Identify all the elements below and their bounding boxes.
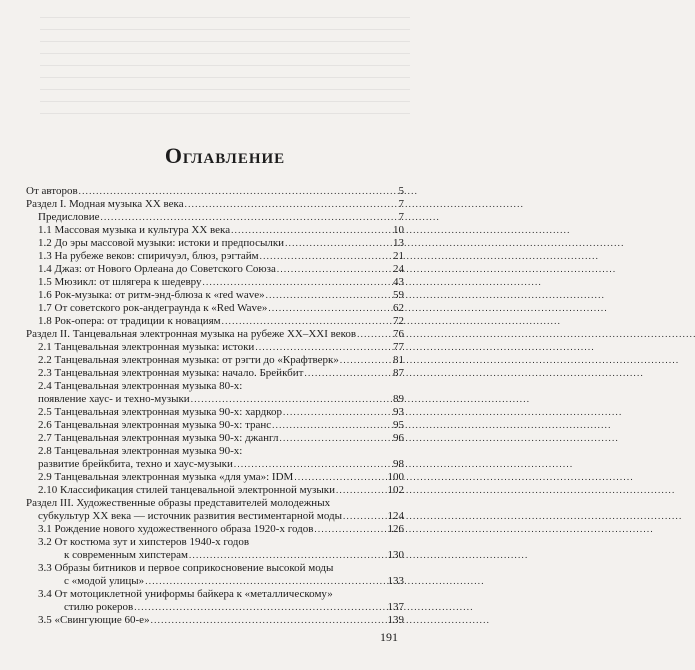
dot-leader xyxy=(134,601,386,614)
toc-entry-text: 1.5 Мюзикл: от шлягера к шедевру xyxy=(38,276,202,288)
toc-entry-text: 3.4 От мотоциклетной униформы байкера к «металлическому» xyxy=(38,588,333,600)
dot-leader xyxy=(203,276,392,289)
toc-entry-text: Раздел II. Танцевальная электронная музыка на рубеже XX–XXI веков xyxy=(26,328,357,340)
toc-entry-page: 81 xyxy=(393,354,404,366)
toc-entry xyxy=(26,458,404,471)
toc-entry-page: 100 xyxy=(387,471,404,483)
toc-entry-page: 43 xyxy=(393,276,404,288)
dot-leader xyxy=(151,614,387,627)
toc-entry-text: 2.2 Танцевальная электронная музыка: от рэгти до «Крафтверк» xyxy=(38,354,339,366)
toc-entry xyxy=(26,549,404,562)
dot-leader xyxy=(283,406,392,419)
toc-entry xyxy=(26,341,404,354)
toc-entry xyxy=(26,419,404,432)
dot-leader xyxy=(336,484,386,497)
toc-entry xyxy=(26,471,404,484)
toc-entry-text: 2.3 Танцевальная электронная музыка: начало. Брейкбит xyxy=(38,367,304,379)
toc-entry-text: к современным хипстерам xyxy=(64,549,188,561)
toc-entry-page: 124 xyxy=(387,510,404,522)
toc-entry xyxy=(26,432,404,445)
toc-entry-page: 133 xyxy=(387,575,404,587)
toc-entry-page: 7 xyxy=(398,211,404,223)
toc-entry-text: появление хаус- и техно-музыки xyxy=(38,393,190,405)
toc-entry-page: 24 xyxy=(393,263,404,275)
dot-leader xyxy=(234,458,392,471)
toc-entry xyxy=(26,354,404,367)
dot-leader xyxy=(277,263,392,276)
toc-entry-page: 89 xyxy=(393,393,404,405)
toc-entry-page: 13 xyxy=(393,237,404,249)
toc-entry-text: 1.4 Джаз: от Нового Орлеана до Советского Союза xyxy=(38,263,276,275)
dot-leader xyxy=(145,575,386,588)
toc-entry xyxy=(26,367,404,380)
toc-entry-text: 1.8 Рок-опера: от традиции к новациям xyxy=(38,315,221,327)
dot-leader xyxy=(314,523,386,536)
toc-entry-text: 2.4 Танцевальная электронная музыка 80-х: xyxy=(38,380,243,392)
toc-entry-page: 126 xyxy=(387,523,404,535)
toc-entry xyxy=(26,601,404,614)
toc-entry-text: 2.6 Танцевальная электронная музыка 90-х: транс xyxy=(38,419,272,431)
toc-entry-text: 1.1 Массовая музыка и культура XX века xyxy=(38,224,231,236)
toc-entry-text: 3.1 Рождение нового художественного образа 1920-х годов xyxy=(38,523,314,535)
toc-entry xyxy=(26,237,404,250)
toc-entry xyxy=(26,302,404,315)
toc-entry-page: 130 xyxy=(387,549,404,561)
toc-entry xyxy=(26,510,404,523)
toc-entry-text: 2.5 Танцевальная электронная музыка 90-х: хардкор xyxy=(38,406,283,418)
page-title: Оглавление xyxy=(164,143,286,168)
toc-entry-page: 98 xyxy=(393,458,404,470)
toc-entry xyxy=(26,393,404,406)
table-of-contents xyxy=(26,185,404,627)
toc-entry-text: 1.2 До эры массовой музыки: истоки и предпосылки xyxy=(38,237,285,249)
dot-leader xyxy=(285,237,392,250)
toc-entry xyxy=(26,289,404,302)
toc-entry-text: с «модой улицы» xyxy=(64,575,145,587)
toc-entry-page: 76 xyxy=(393,328,404,340)
dot-leader xyxy=(101,211,398,224)
toc-entry xyxy=(26,263,404,276)
toc-entry xyxy=(26,328,404,341)
toc-entry xyxy=(26,185,404,198)
toc-entry-page: 7 xyxy=(398,198,404,210)
toc-entry xyxy=(26,562,404,575)
toc-entry xyxy=(26,276,404,289)
toc-entry xyxy=(26,614,404,627)
dot-leader xyxy=(185,198,398,211)
toc-entry-page: 96 xyxy=(393,432,404,444)
toc-entry-page: 62 xyxy=(393,302,404,314)
dot-leader xyxy=(191,393,392,406)
toc-entry-page: 77 xyxy=(393,341,404,353)
dot-leader xyxy=(343,510,386,523)
toc-entry xyxy=(26,484,404,497)
toc-entry xyxy=(26,575,404,588)
toc-entry-page: 139 xyxy=(387,614,404,626)
toc-entry xyxy=(26,198,404,211)
dot-leader xyxy=(189,549,387,562)
dot-leader xyxy=(357,328,392,341)
toc-entry xyxy=(26,497,404,510)
toc-entry-page: 21 xyxy=(393,250,404,262)
toc-entry-text: 1.6 Рок-музыка: от ритм-энд-блюза к «red wave» xyxy=(38,289,265,301)
dot-leader xyxy=(304,367,392,380)
toc-entry xyxy=(26,211,404,224)
toc-entry-page: 137 xyxy=(387,601,404,613)
toc-entry-page: 59 xyxy=(393,289,404,301)
toc-entry-text: 3.2 От костюма зут и хипстеров 1940-х годов xyxy=(38,536,250,548)
toc-entry xyxy=(26,224,404,237)
dot-leader xyxy=(294,471,386,484)
toc-entry-text: развитие брейкбита, техно и хаус-музыки xyxy=(38,458,233,470)
toc-entry-text: 1.3 На рубеже веков: спиричуэл, блюз, рэгтайм xyxy=(38,250,259,262)
toc-entry xyxy=(26,523,404,536)
toc-entry-page: 93 xyxy=(393,406,404,418)
toc-entry-page: 10 xyxy=(393,224,404,236)
toc-entry xyxy=(26,536,404,549)
dot-leader xyxy=(260,250,392,263)
toc-entry-text: 2.9 Танцевальная электронная музыка «для ума»: IDM xyxy=(38,471,294,483)
toc-entry xyxy=(26,315,404,328)
toc-entry-text: 3.5 «Свингующие 60-е» xyxy=(38,614,150,626)
page-number: 191 xyxy=(380,630,398,644)
toc-entry-text: От авторов xyxy=(26,185,78,197)
dot-leader xyxy=(272,419,392,432)
dot-leader xyxy=(231,224,392,237)
toc-entry-text: субкультур XX века — источник развития вестиментарной моды xyxy=(38,510,343,522)
toc-entry xyxy=(26,250,404,263)
dot-leader xyxy=(222,315,392,328)
toc-entry-text: Предисловие xyxy=(38,211,100,223)
toc-entry xyxy=(26,380,404,393)
toc-entry-page: 102 xyxy=(387,484,404,496)
dot-leader xyxy=(279,432,392,445)
toc-entry-page: 5 xyxy=(398,185,404,197)
toc-entry xyxy=(26,588,404,601)
dot-leader xyxy=(340,354,392,367)
dot-leader xyxy=(268,302,392,315)
toc-entry-text: 2.7 Танцевальная электронная музыка 90-х: джангл xyxy=(38,432,279,444)
toc-entry-text: 2.1 Танцевальная электронная музыка: истоки xyxy=(38,341,255,353)
dot-leader xyxy=(79,185,398,198)
toc-entry-text: Раздел I. Модная музыка XX века xyxy=(26,198,184,210)
toc-entry xyxy=(26,445,404,458)
toc-entry-page: 87 xyxy=(393,367,404,379)
toc-entry-text: 3.3 Образы битников и первое соприкосновение высокой моды xyxy=(38,562,334,574)
toc-entry-text: 2.10 Классификация стилей танцевальной электронной музыки xyxy=(38,484,336,496)
dot-leader xyxy=(266,289,392,302)
toc-entry-text: 1.7 От советского рок-андеграунда к «Red Wave» xyxy=(38,302,268,314)
toc-entry-text: 2.8 Танцевальная электронная музыка 90-х: xyxy=(38,445,243,457)
toc-entry-page: 95 xyxy=(393,419,404,431)
dot-leader xyxy=(255,341,392,354)
toc-entry xyxy=(26,406,404,419)
toc-entry-page: 72 xyxy=(393,315,404,327)
toc-entry-text: стилю рокеров xyxy=(64,601,134,613)
toc-entry-text: Раздел III. Художественные образы представителей молодежных xyxy=(26,497,331,509)
